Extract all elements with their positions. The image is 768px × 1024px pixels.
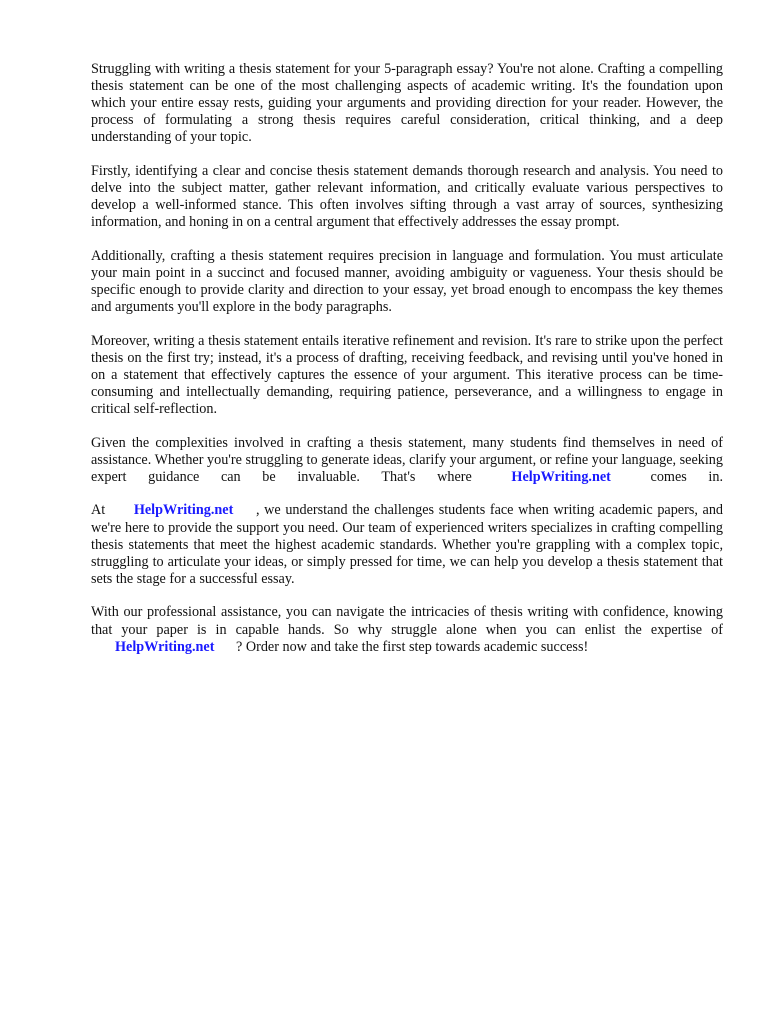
paragraph-text: ? Order now and take the first step towards academic success! <box>236 638 589 655</box>
paragraph-closing <box>91 604 723 655</box>
paragraph-text: Moreover, writing a thesis statement entails iterative refinement and revision. It's rare to strike upon the perfect thesis on the first try; instead, it's a process of drafting, receiving feedback, and revising until you've honed in on a statement that effectively captures the essence of your argument. This iterative process can be time-consuming and intellectually demanding, requiring patience, perseverance, and a willingness to engage in critical self-reflection. <box>91 332 723 418</box>
paragraph-text: comes in. <box>650 468 724 485</box>
paragraph-text: , we understand the challenges students face when writing academic papers, and we're here to provide the support you need. Our team of experienced writers specializes in crafting compelling thesis statements that meet the highest academic standards. Whether you're grappling with a complex topic, struggling to articulate your ideas, or simply pressed for time, we can help you develop a thesis statement that sets the stage for a successful essay. <box>91 502 724 587</box>
paragraph-text: Firstly, identifying a clear and concise thesis statement demands thorough research and analysis. You need to delve into the subject matter, gather relevant information, and critically evaluate various perspectives to develop a well-informed stance. This often involves sifting through a vast array of sources, synthesizing information, and honing in on a central argument that effectively addresses the essay prompt. <box>91 162 723 231</box>
helpwriting-link[interactable]: HelpWriting.net <box>115 638 215 655</box>
paragraph-text: Struggling with writing a thesis statement for your 5-paragraph essay? You're not alone. Crafting a compelling thesis statement can be one of the most challenging aspects of academic writing. It's the foundation upon which your entire essay rests, guiding your arguments and providing direction for your reader. However, the process of formulating a strong thesis requires careful consideration, critical thinking, and a deep understanding of your topic. <box>91 61 723 146</box>
helpwriting-link[interactable]: HelpWriting.net <box>511 468 611 485</box>
helpwriting-link[interactable]: HelpWriting.net <box>133 502 234 519</box>
paragraph-precision <box>91 248 723 316</box>
paragraph-text: Given the complexities involved in crafting a thesis statement, many students find themselves in need of assistance. Whether you're struggling to generate ideas, clarify your argument, or refine your language, seeking expert guidance can be invaluable. That's where <box>91 434 723 485</box>
paragraph-about <box>91 502 723 587</box>
paragraph-research <box>91 163 723 231</box>
paragraph-text: At <box>91 502 106 519</box>
paragraph-revision <box>91 333 723 418</box>
paragraph-assistance <box>91 435 723 486</box>
paragraph-text: Additionally, crafting a thesis statement requires precision in language and formulation. You must articulate your main point in a succinct and focused manner, avoiding ambiguity or vagueness. Your thesis should be specific enough to provide clarity and direction to your essay, yet broad enough to encompass the key themes and arguments you'll explore in the body paragraphs. <box>91 247 723 316</box>
paragraph-text: With our professional assistance, you can navigate the intricacies of thesis writing with confidence, knowing that your paper is in capable hands. So why struggle alone when you can enlist the expertise of <box>91 604 723 638</box>
document-body <box>91 61 723 672</box>
paragraph-intro <box>91 61 723 146</box>
